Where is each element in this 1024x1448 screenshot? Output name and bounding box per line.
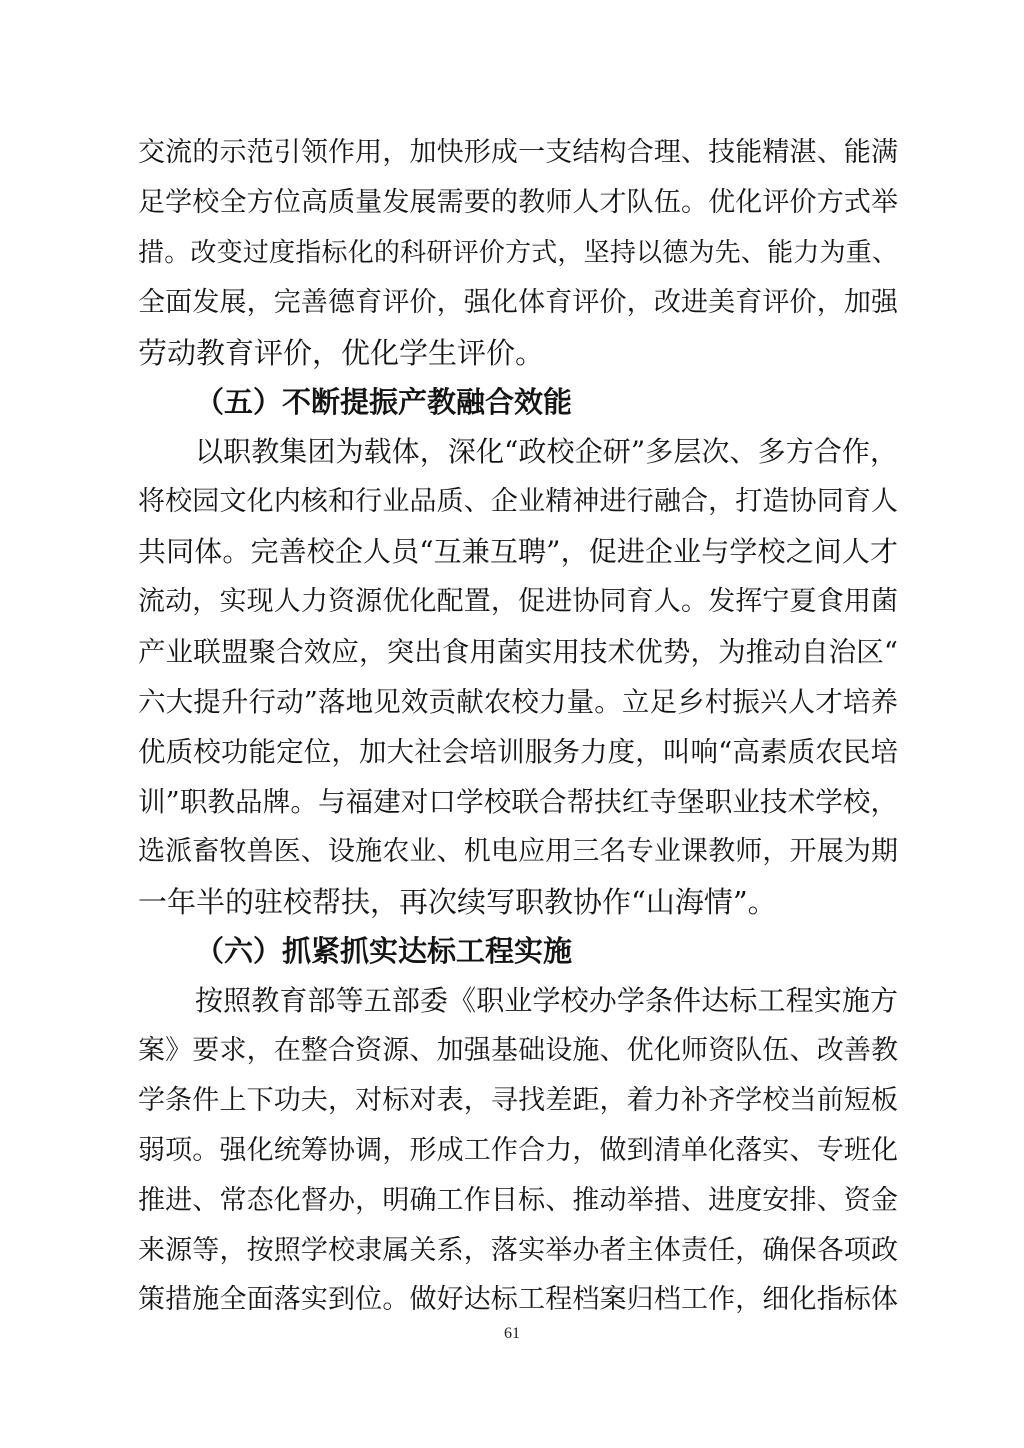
section-heading-5: （五）不断提振产教融合效能 [195,385,573,419]
paragraph-2-line-9: 选派畜牧兽医、设施农业、机电应用三名专业课教师，开展为期 [138,836,898,867]
paragraph-2-line-4: 流动，实现人力资源优化配置，促进协同育人。发挥宁夏食用菌 [138,586,898,617]
paragraph-3-line-7: 策措施全面落实到位。做好达标工程档案归档工作，细化指标体 [138,1284,898,1315]
paragraph-3-line-5: 推进、常态化督办，明确工作目标、推动举措、进度安排、资金 [138,1185,898,1216]
paragraph-3-line-4: 弱项。强化统筹协调，形成工作合力，做到清单化落实、专班化 [138,1135,898,1166]
page-number: 61 [504,1325,520,1342]
paragraph-2-line-6: 六大提升行动”落地见效贡献农校力量。立足乡村振兴人才培养 [138,686,898,718]
paragraph-1-line-2: 足学校全方位高质量发展需要的教师人才队伍。优化评价方式举 [138,187,898,218]
section-heading-6: （六）抓紧抓实达标工程实施 [195,934,573,968]
paragraph-2-line-2: 将校园文化内核和行业品质、企业精神进行融合，打造协同育人 [138,486,898,517]
paragraph-3-line-6: 来源等，按照学校隶属关系，落实举办者主体责任，确保各项政 [138,1235,898,1266]
paragraph-1-line-3: 措。改变过度指标化的科研评价方式，坚持以德为先、能力为重、 [138,238,898,268]
paragraph-1-line-1: 交流的示范引领作用，加快形成一支结构合理、技能精湛、能满 [138,137,898,168]
paragraph-2-line-3: 共同体。完善校企人员“互兼互聘”，促进企业与学校之间人才 [138,535,898,568]
paragraph-2-line-5: 产业联盟聚合效应，突出食用菌实用技术优势，为推动自治区“ [138,636,898,668]
paragraph-1-line-4: 全面发展，完善德育评价，强化体育评价，改进美育评价，加强 [138,287,898,318]
paragraph-2-line-8: 训”职教品牌。与福建对口学校联合帮扶红寺堡职业技术学校， [138,786,898,818]
paragraph-3-line-3: 学条件上下功夫，对标对表，寻找差距，着力补齐学校当前短板 [138,1085,898,1116]
paragraph-1-line-5: 劳动教育评价，优化学生评价。 [138,336,545,370]
paragraph-2-line-1: 以职教集团为载体，深化“政校企研”多层次、多方合作， [195,435,898,468]
paragraph-3-line-2: 案》要求，在整合资源、加强基础设施、优化师资队伍、改善教 [138,1035,898,1066]
paragraph-2-line-10: 一年半的驻校帮扶，再次续写职教协作“山海情”。 [138,885,777,919]
paragraph-2-line-7: 优质校功能定位，加大社会培训服务力度，叫响“高素质农民培 [138,736,898,768]
paragraph-3-line-1: 按照教育部等五部委《职业学校办学条件达标工程实施方 [195,984,898,1017]
